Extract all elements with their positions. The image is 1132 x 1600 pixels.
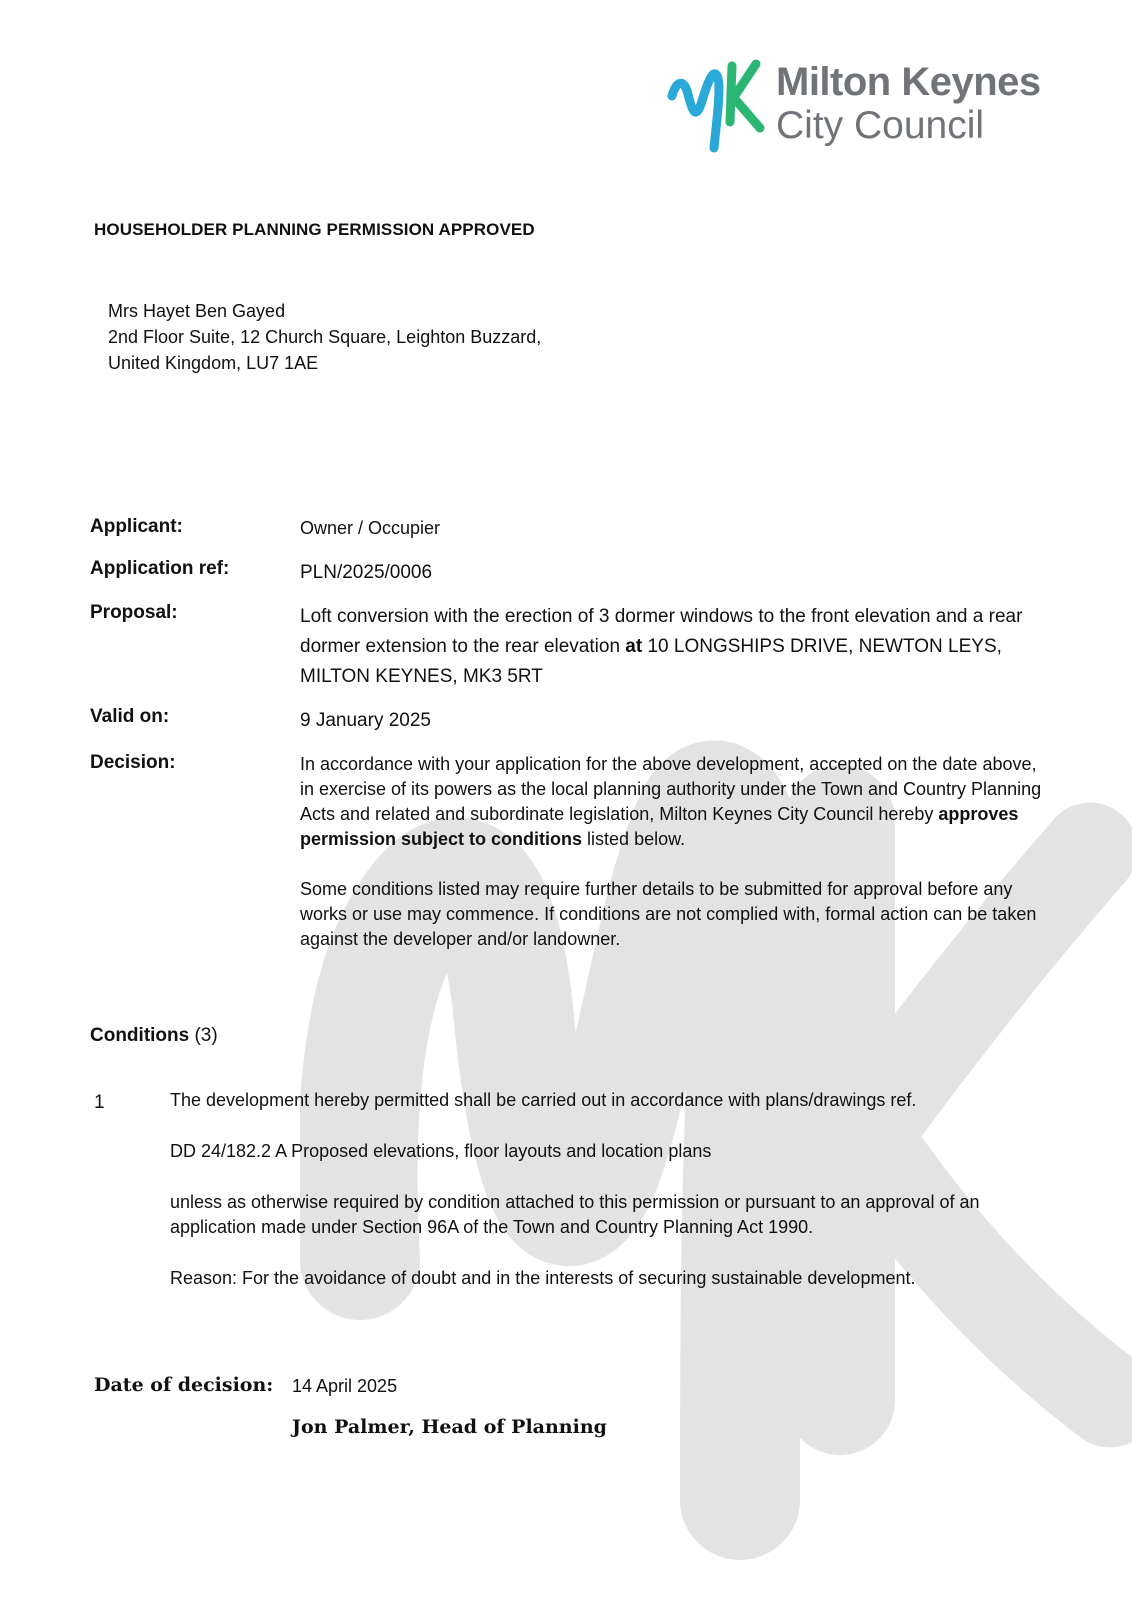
date-of-decision-label: Date of decision: [94, 1374, 274, 1396]
decision-text-end: listed below. [582, 829, 686, 849]
proposal-at: at [625, 636, 643, 657]
proposal-label: Proposal: [90, 602, 178, 623]
logo-text-line1: Milton Keynes [776, 60, 1041, 104]
condition-number: 1 [94, 1092, 105, 1113]
date-of-decision-value: 14 April 2025 [292, 1376, 398, 1396]
address-line: 2nd Floor Suite, 12 Church Square, Leighton Buzzard, [108, 327, 542, 347]
proposal-text: Loft conversion with the erection of 3 dormer windows to the front elevation and a rear dormer extension to the rear elevation [300, 606, 1023, 657]
decision-value [300, 752, 1052, 977]
decision-label: Decision: [90, 752, 176, 773]
condition-paragraph: DD 24/182.2 A Proposed elevations, floor layouts and location plans [170, 1141, 712, 1161]
condition-reason: Reason: For the avoidance of doubt and in the interests of securing sustainable development. [170, 1268, 916, 1288]
conditions-heading-label: Conditions [90, 1025, 190, 1046]
application-ref-label: Application ref: [90, 558, 230, 579]
council-logo [666, 56, 1066, 156]
application-ref-value: PLN/2025/0006 [300, 562, 433, 583]
condition-paragraph: The development hereby permitted shall be carried out in accordance with plans/drawings ref. [170, 1090, 917, 1110]
decision-text: In accordance with your application for the above development, accepted on the date above, in exercise of its powers as the local planning authority under the Town and Country Planning Acts and related and subordinate legislation, Milton Keynes City Council hereby [300, 754, 1042, 824]
proposal-site: 10 LONGSHIPS DRIVE, NEWTON LEYS, MILTON KEYNES, MK3 5RT [300, 636, 1002, 687]
condition-paragraph: unless as otherwise required by condition attached to this permission or pursuant to an approval of an application made under Section 96A of the Town and Country Planning Act 1990. [170, 1192, 980, 1237]
decision-emphasis: approves permission subject to conditions [300, 804, 1019, 849]
decision-paragraph-2: Some conditions listed may require further details to be submitted for approval before any works or use may commence. If conditions are not complied with, formal action can be taken against the developer and/or landowner. [300, 879, 1037, 949]
recipient-address [108, 298, 541, 376]
document-title: HOUSEHOLDER PLANNING PERMISSION APPROVED [94, 220, 535, 239]
decision-paragraph [300, 752, 1052, 852]
applicant-value: Owner / Occupier [300, 518, 441, 538]
condition-body [170, 1088, 1050, 1317]
valid-on-value: 9 January 2025 [300, 710, 431, 731]
conditions-count: (3) [194, 1025, 218, 1046]
proposal-value [300, 602, 1052, 692]
valid-on-label: Valid on: [90, 706, 170, 727]
mk-logo-icon [666, 56, 770, 156]
conditions-heading [90, 1025, 218, 1047]
address-line: Mrs Hayet Ben Gayed [108, 301, 286, 321]
logo-text-line2: City Council [776, 104, 985, 147]
address-line: United Kingdom, LU7 1AE [108, 353, 319, 373]
applicant-label: Applicant: [90, 516, 183, 537]
signatory: Jon Palmer, Head of Planning [292, 1416, 607, 1438]
